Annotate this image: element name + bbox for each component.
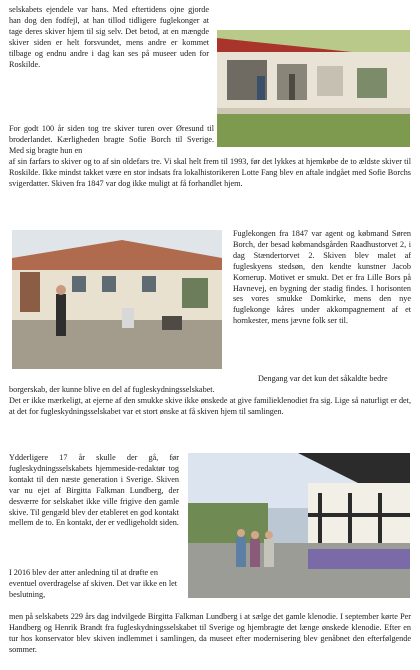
- paragraph-fuglekongen-1847: Fuglekongen fra 1847 var agent og købmand Søren Borch, der besad købmandsgården Raadhustorvet 2, i dag Stændertorvet 2. Skiven blev malet af fugleskyens stedsøn, den kendte kunstner Jacob Kornerup. Motivet er smukt. Det er fra Lille Bors på Havnevej, en bygning der stadig findes. I horisonten ses vores smukke Domkirke, mens den nye fuglekonge kåres under akkompagnement af et hornkester, mens jævne folk ser til.: [233, 229, 411, 326]
- paragraph-2016: I 2016 blev der atter anledning til at drøfte en eventuel overdragelse af skiven. Det var ikke en let beslutning,: [9, 568, 177, 599]
- paragraph-sverige: Ydderligere 17 år skulle der gå, før fugleskydningsselskabets hjemmeside-redaktør tog kontakt til den næste generation i Sverige. Skiven var nu ejet af Birgitta Falkman Lundberg, der desværre for selskabet ikke ville frigive den gamle skive. Til gengæld blev der etableret en god kontakt mellem de to. En kontakt, der er vedligeholdt siden.: [9, 453, 179, 528]
- paragraph-borgerskab: borgerskab, der kunne blive en del af fugleskydningsselskabet.: [9, 385, 215, 394]
- paragraph-229-aars-dag: men på selskabets 229 års dag indvilgede Birgitta Falkman Lundberg i at sælge det gamle klenodie. I september kørte Per Handberg og Henrik Brandt fra fugleskydningsselskabet til Sverige og hjembragte det længe ønskede klenodie. Efter en tur hos konservator blev skiven indlemmet i samlingen, da museet efter modernisering blev genåbnet den efterfølgende sommer.: [9, 612, 411, 654]
- photo-street-group: [188, 453, 410, 598]
- paragraph-oresund-continued: af sin farfars to skiver og to af sin oldefars tre. Vi skal helt frem til 1993, før det lykkes at hjemkøbe de to ældste skiver til Roskilde. Ikke mindst takket være en stor indsats fra lokalhistorikeren Lotte Fang blev en aftale indgået med Sofie Borchs svigerdatter. Skiven fra 1847 var dog ikke muligt at få forhandlet hjem.: [9, 157, 411, 188]
- paragraph-ejendele: selskabets ejendele var hans. Med eftertidens ojne gjorde han dog den fodfejl, at han tillod tidligere fuglekonger at tage deres skiver hjem til sig selv. Det betod, at en mængde skiver siden er helt forsvundet, mens andre er kommet tilbage og endnu andre i dag kan ses på museer uden for Roskilde.: [9, 5, 209, 69]
- photo-pavilion: [217, 30, 410, 147]
- paragraph-dengang: Dengang var det kun det såkaldte bedre: [258, 374, 388, 383]
- paragraph-oresund: For godt 100 år siden tog tre skiver turen over Øresund til broderlandet. Kærligheden bragte Sofie Borch til Sverige. Med sig bragte hun en: [9, 124, 214, 155]
- photo-courtyard: [12, 230, 222, 369]
- paragraph-ikke-maerkeligt: Det er ikke mærkeligt, at ejerne af den smukke skive ikke ønskede at give familieklenodiet fra sig. Lige så naturligt er det, at det for fugleskydningsselskabet var et stort ønske at få skiven hjem til samlingen.: [9, 396, 411, 416]
